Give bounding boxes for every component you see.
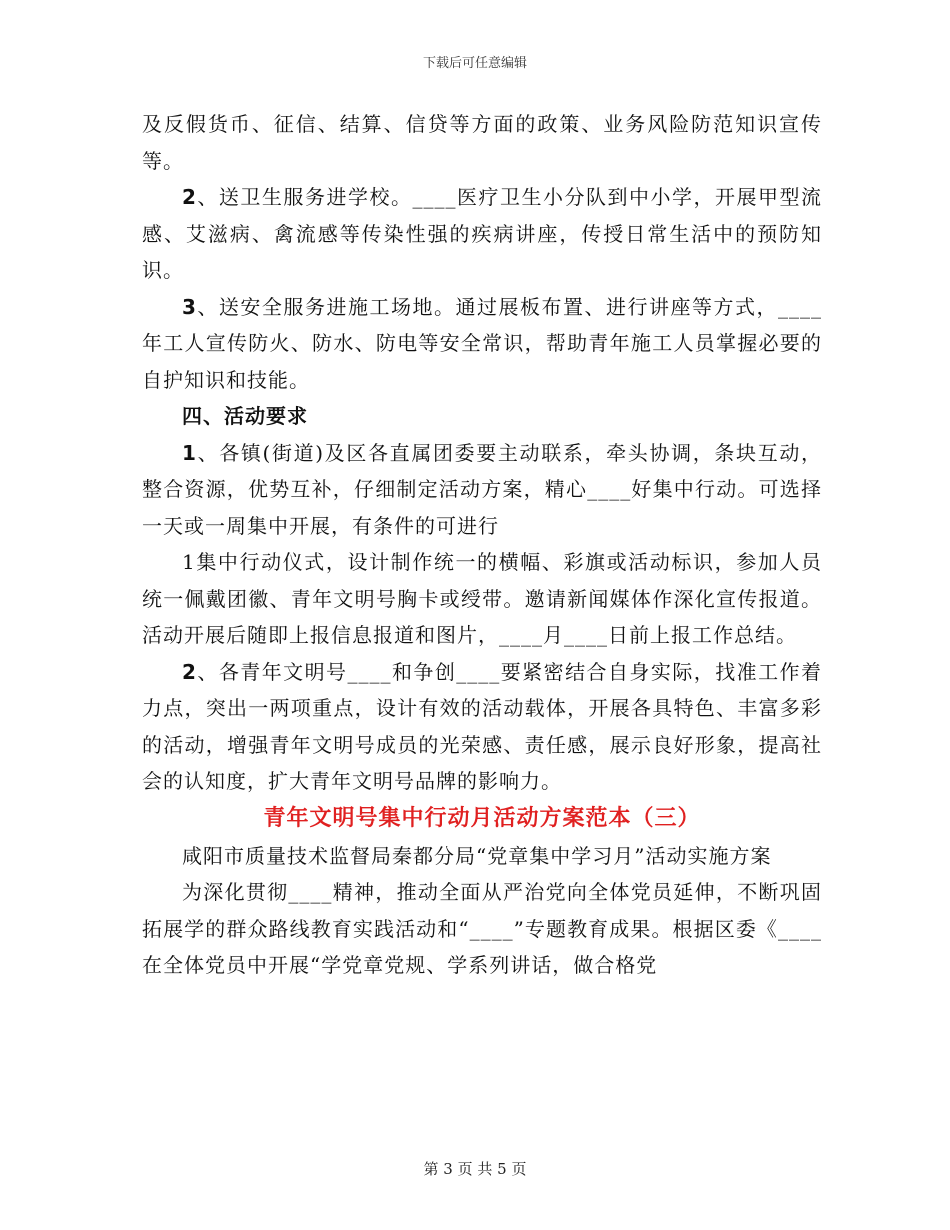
paragraph-8: 为深化贯彻____精神，推动全面从严治党向全体党员延伸，不断巩固拓展学的群众路线教育实践活动和“____”专题教育成果。根据区委《____在全体党员中开展“学党章党规、学系列讲话，做合格党: [142, 880, 822, 977]
paragraph-7: 咸阳市质量技术监督局秦都分局“党章集中学习月”活动实施方案: [182, 843, 772, 868]
section-heading-4: 四、活动要求: [182, 404, 308, 428]
section-title: 青年文明号集中行动月活动方案范本（三）: [263, 805, 701, 831]
paragraph-5: 1集中行动仪式，设计制作统一的横幅、彩旗或活动标识，参加人员统一佩戴团徽、青年文明号胸卡或绶带。邀请新闻媒体作深化宣传报道。活动开展后随即上报信息报道和图片，____月____日前上报工作总结。: [142, 550, 822, 647]
item-number: 1: [182, 440, 197, 465]
paragraph-3: [142, 289, 822, 399]
item-number: 2: [182, 185, 197, 209]
document-body: [142, 106, 822, 984]
item-number: 3: [182, 294, 197, 319]
item-number: 2: [182, 659, 197, 684]
paragraph-text: 、送安全服务进施工场地。通过展板布置、进行讲座等方式，____年工人宣传防火、防水、防电等安全常识，帮助青年施工人员掌握必要的自护知识和技能。: [142, 294, 822, 392]
paragraph-text: 、各镇(街道)及区各直属团委要主动联系，牵头协调，条块互动，整合资源，优势互补，仔细制定活动方案，精心____好集中行动。可选择一天或一周集中开展，有条件的可进行: [142, 440, 822, 538]
page-footer: 第 3 页 共 5 页: [423, 1160, 527, 1178]
paragraph-2: [142, 179, 822, 289]
paragraph-6: [142, 654, 822, 800]
paragraph-text: 、各青年文明号____和争创____要紧密结合自身实际，找准工作着力点，突出一两项重点，设计有效的活动载体，开展各具特色、丰富多彩的活动，增强青年文明号成员的光荣感、责任感，展示良好形象，提高社会的认知度，扩大青年文明号品牌的影响力。: [142, 659, 822, 793]
paragraph-4: [142, 435, 822, 545]
paragraph-1: 及反假货币、征信、结算、信贷等方面的政策、业务风险防范知识宣传等。: [142, 112, 822, 173]
paragraph-text: 、送卫生服务进学校。____医疗卫生小分队到中小学，开展甲型流感、艾滋病、禽流感等传染性强的疾病讲座，传授日常生活中的预防知识。: [142, 185, 822, 282]
page-header: 下载后可任意编辑: [422, 56, 527, 71]
